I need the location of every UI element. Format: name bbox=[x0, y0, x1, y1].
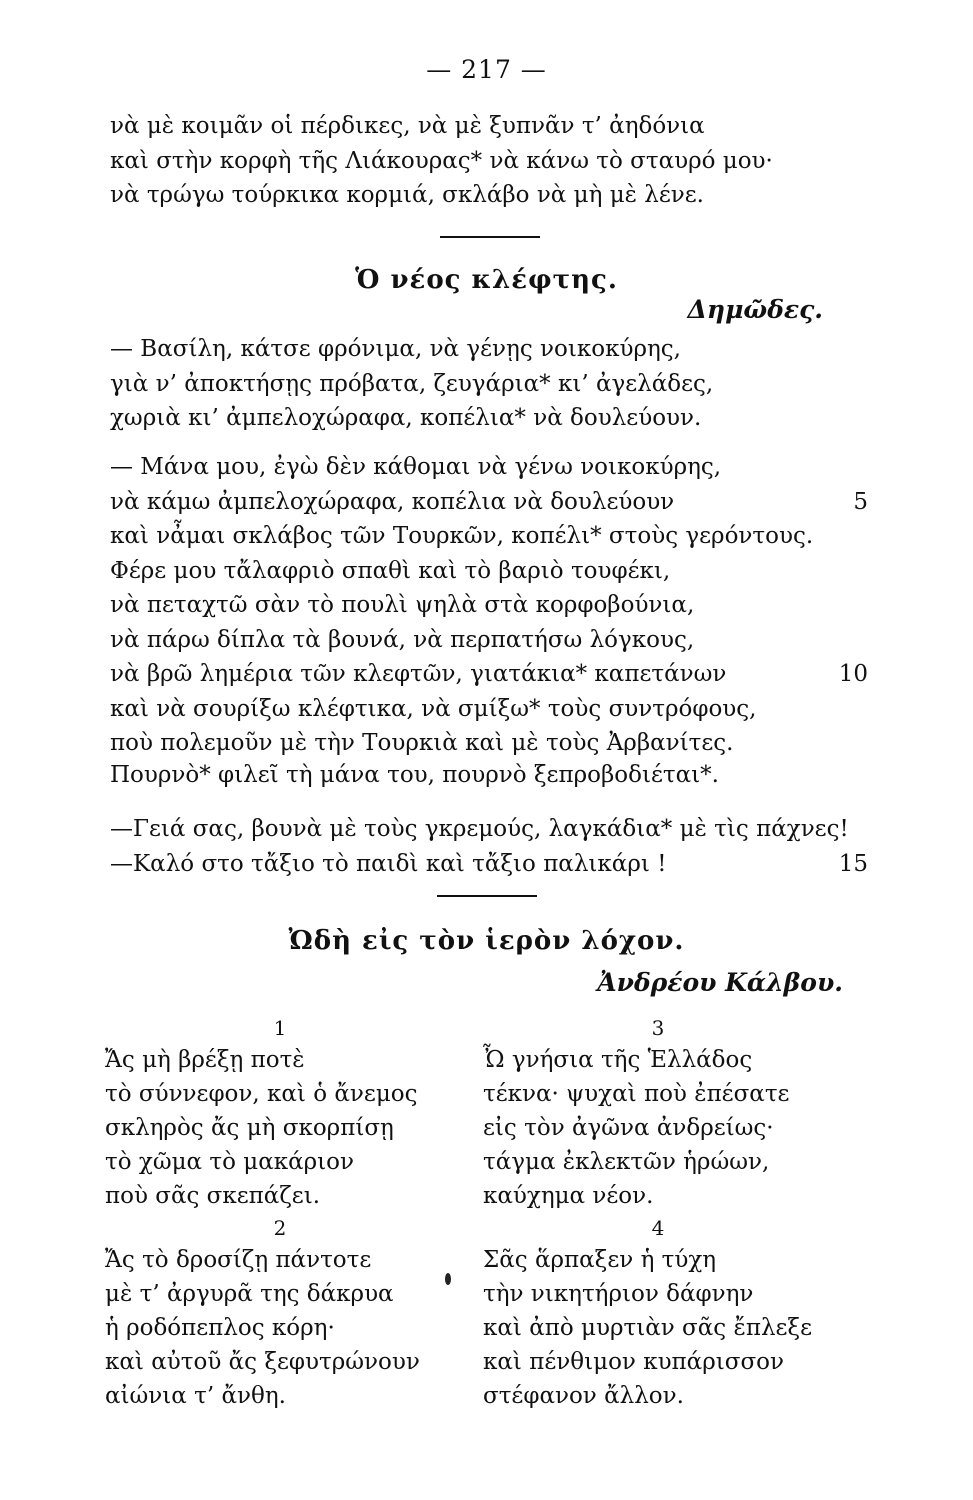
verse-line: Πουρνὸ* φιλεῖ τὴ μάνα του, πουρνὸ ξεπροβοδιέται*. bbox=[110, 762, 719, 788]
verse-line bbox=[110, 623, 868, 658]
verse-line bbox=[110, 812, 868, 847]
verse-text: καὶ νὰ σουρίξω κλέφτικα, νὰ σμίξω* τοὺς συντρόφους, bbox=[110, 695, 757, 722]
poem-stanza-2 bbox=[110, 450, 868, 761]
poem-stanza-1 bbox=[110, 332, 870, 436]
verse-text: — Μάνα μου, ἐγὼ δὲν κάθομαι νὰ γένω νοικοκύρης, bbox=[110, 454, 722, 480]
ode-right-column bbox=[483, 1013, 843, 1413]
verse-line: Ἄς μὴ βρέξῃ ποτὲ bbox=[105, 1047, 305, 1073]
verse-line bbox=[110, 554, 868, 589]
verse-text: —Γειά σας, βουνὰ μὲ τοὺς γκρεμούς, λαγκάδια* μὲ τὶς πάχνες! bbox=[110, 816, 849, 842]
verse-line bbox=[110, 588, 868, 623]
verse-line bbox=[110, 485, 868, 520]
verse-line: καὶ αὐτοῦ ἄς ξεφυτρώνουν bbox=[105, 1349, 420, 1375]
stanza-number: 4 bbox=[651, 1216, 665, 1240]
verse-line bbox=[110, 692, 868, 727]
section-divider bbox=[440, 236, 540, 238]
verse-line: νὰ τρώγω τούρκικα κορμιά, σκλάβο νὰ μὴ μὲ λένε. bbox=[110, 182, 704, 208]
verse-line bbox=[110, 519, 868, 554]
verse-line: καὶ στὴν κορφὴ τῆς Λιάκουρας* νὰ κάνω τὸ σταυρό μου· bbox=[110, 147, 773, 174]
verse-line: νὰ μὲ κοιμᾶν οἱ πέρδικες, νὰ μὲ ξυπνᾶν τ’ ἀηδόνια bbox=[110, 113, 705, 139]
verse-line: τάγμα ἐκλεκτῶν ἡρώων, bbox=[483, 1149, 770, 1175]
verse-line: — Βασίλη, κάτσε φρόνιμα, νὰ γένῃς νοικοκύρης, bbox=[110, 336, 681, 362]
verse-line: μὲ τ’ ἀργυρᾶ της δάκρυα bbox=[105, 1281, 394, 1307]
poem-stanza-3 bbox=[110, 758, 870, 793]
page-number: — 217 — bbox=[426, 55, 547, 84]
verse-line: Σᾶς ἅρπαξεν ἡ τύχη bbox=[483, 1247, 717, 1273]
ink-blot bbox=[445, 1273, 451, 1285]
verse-text: νὰ βρῶ λημέρια τῶν κλεφτῶν, γιατάκια* καπετάνων bbox=[110, 661, 727, 687]
line-number: 15 bbox=[838, 850, 868, 877]
section-divider bbox=[437, 895, 537, 897]
verse-line: χωριὰ κι’ ἀμπελοχώραφα, κοπέλια* νὰ δουλεύουν. bbox=[110, 405, 702, 431]
verse-line: καὶ πένθιμον κυπάρισσον bbox=[483, 1349, 784, 1375]
verse-text: Φέρε μου τἄλαφριὸ σπαθὶ καὶ τὸ βαριὸ τουφέκι, bbox=[110, 557, 671, 584]
verse-text: νὰ πεταχτῶ σὰν τὸ πουλὶ ψηλὰ στὰ κορφοβούνια, bbox=[110, 592, 695, 618]
verse-line: τέκνα· ψυχαὶ ποὺ ἐπέσατε bbox=[483, 1081, 790, 1107]
verse-line: τὸ σύννεφον, καὶ ὁ ἄνεμος bbox=[105, 1081, 418, 1107]
verse-line: καύχημα νέον. bbox=[483, 1183, 654, 1209]
verse-line: Ἄς τὸ δροσίζῃ πάντοτε bbox=[105, 1247, 372, 1273]
stanza-number: 1 bbox=[273, 1016, 287, 1040]
stanza-number: 2 bbox=[273, 1216, 287, 1240]
verse-line: ἡ ροδόπεπλος κόρη· bbox=[105, 1315, 335, 1341]
verse-text: νὰ κάμω ἀμπελοχώραφα, κοπέλια νὰ δουλεύουν bbox=[110, 488, 675, 515]
verse-line bbox=[110, 726, 868, 761]
verse-line: εἰς τὸν ἀγῶνα ἀνδρείως· bbox=[483, 1115, 774, 1141]
ode-left-column bbox=[105, 1013, 465, 1413]
poem-stanza-4 bbox=[110, 812, 868, 881]
stanza-number: 3 bbox=[651, 1016, 665, 1040]
verse-line: καὶ ἀπὸ μυρτιὰν σᾶς ἔπλεξε bbox=[483, 1315, 813, 1341]
verse-line bbox=[110, 847, 868, 882]
verse-line bbox=[110, 657, 868, 692]
verse-line: στέφανον ἄλλον. bbox=[483, 1383, 684, 1409]
verse-text: καὶ νἆμαι σκλάβος τῶν Τουρκῶν, κοπέλι* στοὺς γερόντους. bbox=[110, 523, 814, 549]
verse-text: νὰ πάρω δίπλα τὰ βουνά, νὰ περπατήσω λόγκους, bbox=[110, 626, 695, 653]
poem-title: Ὠδὴ εἰς τὸν ἱερὸν λόχον. bbox=[288, 926, 685, 956]
verse-line: ποὺ σᾶς σκεπάζει. bbox=[105, 1183, 321, 1209]
verse-line: τὴν νικητήριον δάφνην bbox=[483, 1281, 754, 1307]
opening-lines bbox=[110, 109, 870, 213]
line-number: 10 bbox=[838, 661, 868, 687]
verse-text: ποὺ πολεμοῦν μὲ τὴν Τουρκιὰ καὶ μὲ τοὺς Ἀρβανίτες. bbox=[110, 730, 734, 756]
verse-line: Ὦ γνήσια τῆς Ἑλλάδος bbox=[483, 1047, 753, 1073]
line-number: 5 bbox=[853, 488, 868, 515]
verse-line: αἰώνια τ’ ἄνθη. bbox=[105, 1383, 286, 1409]
verse-line: σκληρὸς ἄς μὴ σκορπίσῃ bbox=[105, 1115, 394, 1141]
poem-title: Ὁ νέος κλέφτης. bbox=[355, 265, 618, 295]
verse-line: γιὰ ν’ ἀποκτήσῃς πρόβατα, ζευγάρια* κι’ ἀγελάδες, bbox=[110, 370, 714, 397]
poem-attribution: Δημῶδες. bbox=[687, 295, 823, 324]
verse-line: τὸ χῶμα τὸ μακάριον bbox=[105, 1149, 355, 1175]
verse-line bbox=[110, 450, 868, 485]
verse-text: —Καλό στο τἄξιο τὸ παιδὶ καὶ τἄξιο παλικάρι ! bbox=[110, 850, 667, 877]
poem-attribution: Ἀνδρέου Κάλβου. bbox=[597, 968, 843, 997]
